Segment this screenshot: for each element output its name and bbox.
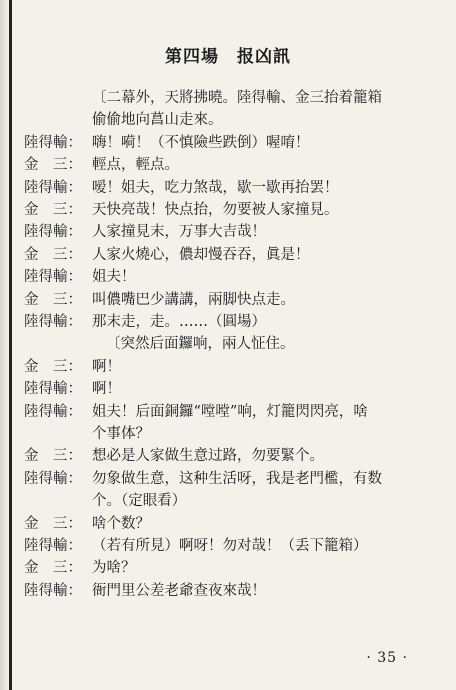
speech-text: 衙門里公差老爺查夜來哉！ bbox=[92, 582, 266, 599]
speaker-name: 陸得輸： bbox=[24, 403, 82, 420]
stage-direction-text: 〔突然后面鑼响，兩人怔住。 bbox=[106, 336, 295, 353]
speech-text: 个事体？ bbox=[92, 426, 150, 442]
speaker-name: 金 三： bbox=[24, 448, 82, 465]
page-gutter-shadow bbox=[0, 0, 9, 690]
speech-text: 啊！ bbox=[92, 381, 121, 398]
speaker-name: 陸得輸： bbox=[24, 224, 82, 241]
speaker-name: 陸得輸： bbox=[24, 582, 82, 599]
speech-text: 叫儂嘴巴少講講，兩脚快点走。 bbox=[92, 291, 295, 308]
stage-direction-line: 〔二幕外，天將拂曉。陸得輸、金三抬着籠箱 bbox=[92, 90, 382, 106]
speech-text: 想必是人家做生意过路，勿要緊个。 bbox=[92, 448, 324, 465]
speaker-name: 陸得輸： bbox=[24, 538, 82, 554]
speaker-name: 陸得輸： bbox=[24, 381, 82, 398]
speech-text: 那末走，走。……（圓場） bbox=[92, 314, 266, 330]
speaker-name: 金 三： bbox=[24, 157, 82, 174]
speaker-name: 金 三： bbox=[24, 515, 82, 532]
speaker-name: 金 三： bbox=[24, 560, 82, 577]
speaker-name: 陸得輸： bbox=[24, 269, 82, 286]
speaker-name: 陸得輸： bbox=[24, 314, 82, 330]
speaker-name: 陸得輸： bbox=[24, 179, 82, 196]
speaker-name: 金 三： bbox=[24, 246, 82, 263]
speech-text: 輕点，輕点。 bbox=[92, 157, 179, 174]
scene-title: 第四場 报凶訊 bbox=[165, 47, 291, 67]
speech-text: 为啥？ bbox=[92, 560, 136, 577]
speech-text: 嗳！姐夫，吃力煞哉，歇一歇再抬罢！ bbox=[92, 179, 339, 196]
speaker-name: 金 三： bbox=[24, 202, 82, 218]
speaker-name: 陸得輸： bbox=[24, 470, 82, 487]
speech-text: 啥个数？ bbox=[92, 515, 150, 532]
speech-text: 啊！ bbox=[92, 358, 121, 375]
stage-direction-line: 偷偷地向菖山走來。 bbox=[92, 112, 223, 129]
speech-text: 人家撞見末，万事大吉哉！ bbox=[92, 224, 266, 241]
page-binding-edge bbox=[9, 0, 12, 690]
speech-text: 个。（定眼看） bbox=[92, 493, 187, 510]
speech-text: 姐夫！ bbox=[92, 269, 136, 286]
speech-text: （若有所見）啊呀！勿对哉！（丢下籠箱） bbox=[92, 538, 368, 554]
page-number: · 35 · bbox=[366, 650, 408, 666]
speech-text: 姐夫！后面銅鑼“嘡嘡”响，灯籠閃閃亮，啥 bbox=[92, 403, 368, 420]
speaker-name: 金 三： bbox=[24, 291, 82, 308]
speech-text: 勿象做生意，这种生活呀，我是老門檻，有数 bbox=[92, 470, 382, 487]
speaker-name: 金 三： bbox=[24, 358, 82, 375]
speaker-name: 陸得輸： bbox=[24, 134, 82, 151]
speech-text: 天快亮哉！快点抬，勿要被人家撞見。 bbox=[92, 202, 339, 218]
speech-text: 嗨！嗬！（不慎險些跌倒）喔唷！ bbox=[92, 134, 310, 151]
speech-text: 人家火燒心，儂却慢吞吞，眞是！ bbox=[92, 246, 310, 263]
